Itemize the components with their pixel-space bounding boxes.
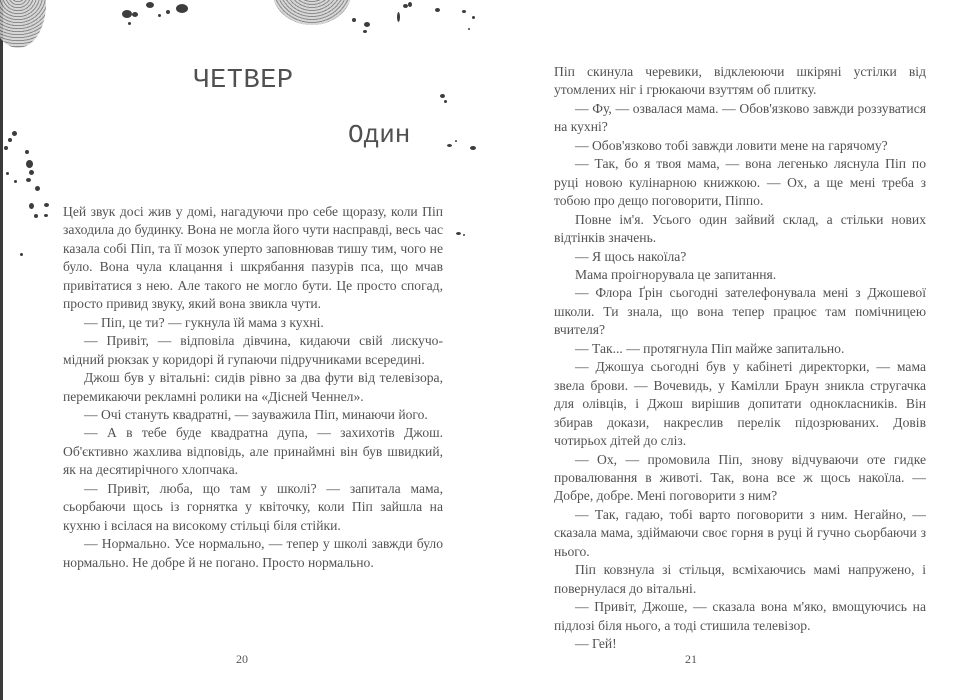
paragraph: — Флора Ґрін сьогодні зателефонувала мені з Джошевої школи. Ти знала, що вона тепер працює там помічницею вчителя? bbox=[554, 285, 926, 338]
paragraph: — Так, бо я твоя мама, — вона легенько ляснула Піп по руці новою кулінарною книжкою. — Ох, а ще мені треба з тобою про дещо поговорити, Піппо. bbox=[554, 156, 926, 209]
paragraph: Мама проігнорувала це запитання. bbox=[575, 266, 777, 282]
paragraph: — Фу, — озвалася мама. — Обов'язково завжди роззуватися на кухні? bbox=[554, 100, 926, 135]
page-number: 21 bbox=[685, 652, 697, 666]
paragraph: Джош був у вітальні: сидів рівно за два фути від телевізора, перемикаючи рекламні ролики на «Дісней Ченнел». bbox=[63, 370, 443, 404]
paragraph: — А в тебе буде квадратна дупа, — захихотів Джош. Об'єктивно жахлива відповідь, але принаймні він був швидкий, як на десятирічного хлопчака. bbox=[63, 425, 443, 478]
day-heading: ЧЕТВЕР bbox=[193, 66, 294, 96]
page-number: 20 bbox=[236, 652, 248, 666]
paragraph: — Джошуа сьогодні був у кабінеті директорки, — мама звела брови. — Вочевидь, у Камілли Браун зникла стругачка для олівців, і Джош вирішив допитати однокласників. Він збирав докази, накреслив перелік підозрюваних. Довів чотирьох дітей до сліз. bbox=[554, 359, 926, 449]
paragraph: — Гей! bbox=[575, 636, 617, 652]
paragraph: — Так, гадаю, тобі варто поговорити з ним. Негайно, — сказала мама, здіймаючи своє горня в руці й гучно сьорбаючи з нього. bbox=[554, 506, 926, 559]
paragraph: — Нормально. Усе нормально, — тепер у школі завжди було нормально. Не добре й не погано. Просто нормально. bbox=[63, 536, 443, 570]
paragraph: — Привіт, Джоше, — сказала вона м'яко, вмощуючись на підлозі біля нього, а тоді стишила телевізор. bbox=[554, 599, 926, 633]
paragraph: Піп ковзнула зі стільця, всміхаючись мамі напружено, і повернулася до вітальні. bbox=[554, 562, 926, 596]
left-page-body bbox=[63, 203, 443, 572]
paragraph: — Піп, це ти? — гукнула їй мама з кухні. bbox=[84, 314, 324, 330]
paragraph: Повне ім'я. Усього один зайвий склад, а стільки нових відтінків значень. bbox=[554, 211, 926, 246]
fingerprint-decoration-icon bbox=[0, 0, 46, 48]
paragraph: Цей звук досі жив у домі, нагадуючи про себе щоразу, коли Піп заходила до будинку. Вона не могла його чути насправді, весь час казала собі Піп, та її мозок уперто заповнював тишу тим, чого не було. Вона чула клацання і шкрябання пазурів пса, що мчав привітатися з нею. Але такого не могло бути. Це просто спогад, просто привид звуку, який вона звикла чути. bbox=[63, 204, 443, 312]
chapter-heading: Один bbox=[348, 120, 411, 150]
paragraph: — Очі стануть квадратні, — зауважила Піп, минаючи його. bbox=[84, 406, 428, 422]
paragraph: — Я щось накоїла? bbox=[575, 248, 687, 264]
paragraph: — Привіт, люба, що там у школі? — запитала мама, сьорбаючи щось із горнятка у квіточку, коли Піп зайшла на кухню і всілася на високому стільці біля стійки. bbox=[63, 480, 443, 533]
paragraph: — Обов'язково тобі завжди ловити мене на гарячому? bbox=[575, 137, 888, 153]
right-page bbox=[487, 0, 974, 700]
paragraph: Піп скинула черевики, відклеюючи шкіряні устілки від утомлених ніг і грюкаючи взуттям об плитку. bbox=[554, 64, 926, 98]
right-page-body bbox=[554, 63, 926, 654]
paragraph: — Так... — протягнула Піп майже запитально. bbox=[575, 340, 845, 356]
paragraph: — Ох, — промовила Піп, знову відчуваючи оте гидке провалювання в животі. Так, вона все ж щось накоїла. — Добре, добре. Мені поговорити з ним? bbox=[554, 451, 926, 504]
fingerprint-decoration-icon bbox=[272, 0, 352, 25]
paragraph: — Привіт, — відповіла дівчина, кидаючи свій лискучо-мідний рюкзак у коридорі й гупаючи підручниками всередині. bbox=[63, 333, 443, 367]
